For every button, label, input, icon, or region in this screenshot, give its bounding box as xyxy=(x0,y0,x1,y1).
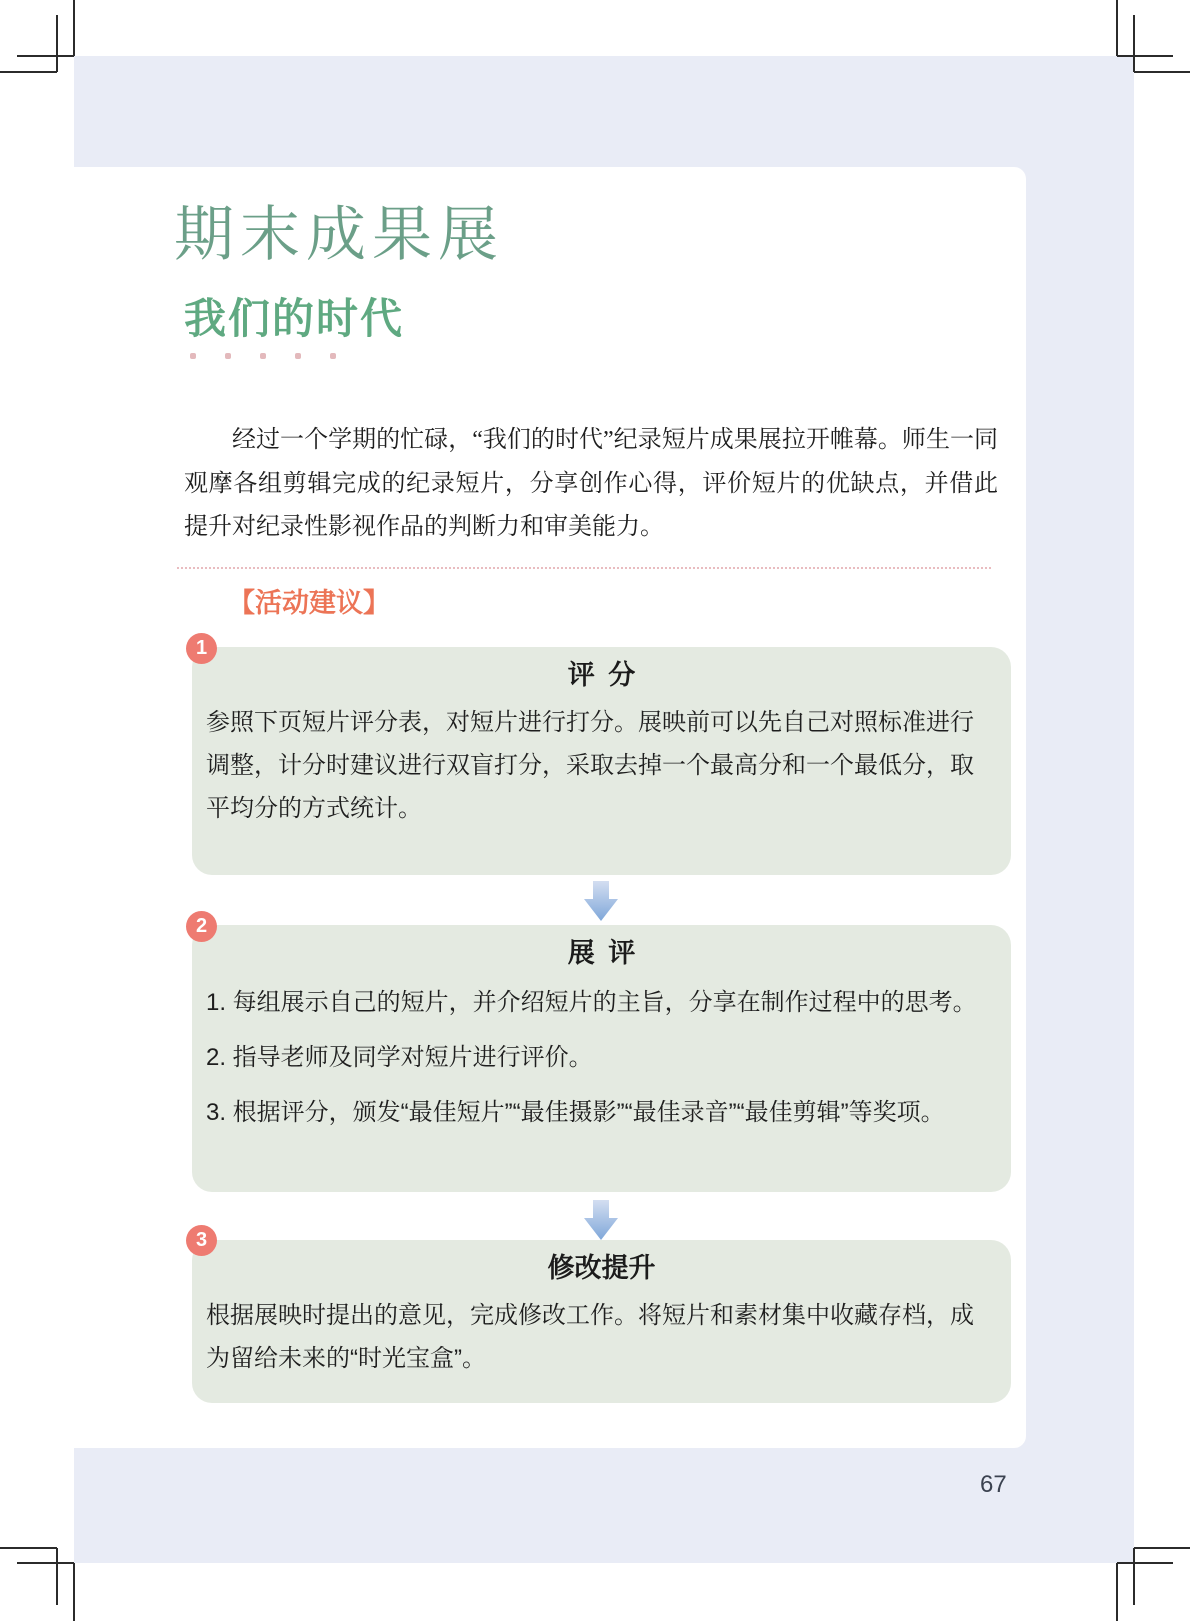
step-heading: 修改提升 xyxy=(547,1253,656,1283)
dot xyxy=(330,353,336,359)
step-list-item: 1. 每组展示自己的短片，并介绍短片的主旨，分享在制作过程中的思考。 xyxy=(206,989,977,1016)
page-subtitle: 我们的时代 xyxy=(184,295,405,342)
dot xyxy=(260,353,266,359)
down-arrow-icon xyxy=(582,881,620,921)
page-number: 67 xyxy=(980,1471,1007,1498)
dot xyxy=(190,353,196,359)
step-box-revision xyxy=(192,1240,1011,1403)
step-list-item: 2. 指导老师及同学对短片进行评价。 xyxy=(206,1044,593,1071)
dashed-divider xyxy=(177,567,991,569)
decorative-dots xyxy=(190,353,336,359)
down-arrow-icon xyxy=(582,1200,620,1240)
content-card xyxy=(74,167,1026,1448)
step-number-badge: 2 xyxy=(186,911,217,942)
intro-paragraph: 经过一个学期的忙碌，“我们的时代”纪录短片成果展拉开帷幕。师生一同观摩各组剪辑完成的纪录短片，分享创作心得，评价短片的优缺点，并借此提升对纪录性影视作品的判断力和审美能力。 xyxy=(184,427,998,540)
dot xyxy=(295,353,301,359)
step-number-badge: 3 xyxy=(186,1225,217,1256)
activity-suggestion-label: 【活动建议】 xyxy=(228,588,390,618)
dot xyxy=(225,353,231,359)
step-paragraph: 参照下页短片评分表，对短片进行打分。展映前可以先自己对照标准进行调整，计分时建议进行双盲打分，采取去掉一个最高分和一个最低分，取平均分的方式统计。 xyxy=(206,709,974,822)
step-box-scoring xyxy=(192,647,1011,875)
step-list-item: 3. 根据评分，颁发“最佳短片”“最佳摄影”“最佳录音”“最佳剪辑”等奖项。 xyxy=(206,1099,945,1126)
step-heading: 展 评 xyxy=(567,938,636,968)
step-box-exhibition xyxy=(192,925,1011,1192)
step-paragraph: 根据展映时提出的意见，完成修改工作。将短片和素材集中收藏存档，成为留给未来的“时光宝盒”。 xyxy=(206,1302,974,1372)
step-heading: 评 分 xyxy=(567,660,636,690)
page-title: 期末成果展 xyxy=(174,202,504,268)
step-number-badge: 1 xyxy=(186,633,217,664)
